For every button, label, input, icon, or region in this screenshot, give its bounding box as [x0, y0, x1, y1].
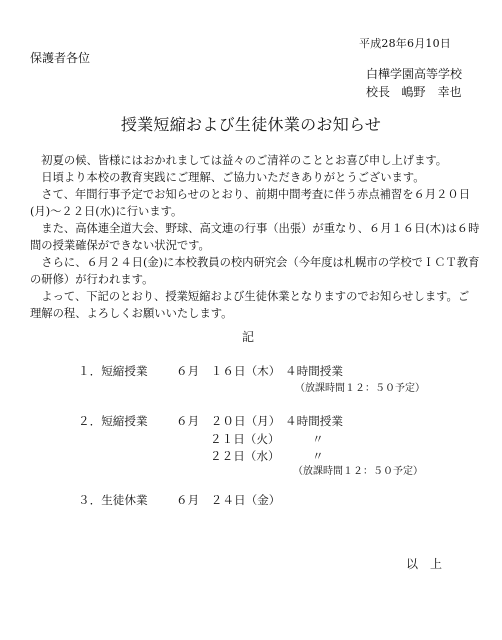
item2-content1: ４時間授業 — [285, 414, 343, 428]
item2-content3: 〃 — [312, 449, 324, 463]
item3-label: ３．生徒休業 — [78, 493, 148, 507]
body-paragraph: さらに、６月２４日(金)に本校教員の校内研究会（今年度は札幌市の学校でＩＣＴ教育の研修）が行われます。 — [30, 256, 480, 286]
item2-label: ２．短縮授業 — [78, 414, 148, 428]
principal-title: 校長 — [366, 85, 391, 99]
item1-content: ４時間授業 — [285, 364, 343, 378]
closing-mark: 以 上 — [406, 557, 443, 571]
principal — [366, 86, 461, 98]
item1-date: ６月 １６日（木） — [176, 364, 281, 378]
item1-note: （放課時間１２：５０予定） — [295, 383, 425, 394]
body-paragraph: また、高体連全道大会、野球、高文連の行事（出張）が重なり、６月１６日(木)は６時間の授業確保ができない状況です。 — [30, 222, 480, 252]
body-paragraph: よって、下記のとおり、授業短縮および生徒休業となりますのでお知らせします。ご理解の程、よろしくお願いいたします。 — [30, 290, 470, 320]
document-title: 授業短縮および生徒休業のお知らせ — [120, 115, 382, 134]
school-name: 白樺学園高等学校 — [366, 67, 463, 81]
body-paragraph: 初夏の候、皆様にはおかれましては益々のご清祥のこととお喜び申し上げます。 — [30, 154, 448, 167]
principal-name: 嶋野 幸也 — [401, 85, 462, 99]
item2-date3: ２２日（水） — [210, 449, 280, 463]
addressee: 保護者各位 — [30, 51, 91, 65]
body-paragraph: 日頃より本校の教育実践にご理解、ご協力いただきありがとうございます。 — [30, 171, 425, 184]
ki-heading: 記 — [242, 330, 255, 344]
body-paragraph: さて、年間行事予定でお知らせのとおり、前期中間考査に伴う赤点補習を６月２０日(月)～２２日(水)に行います。 — [30, 188, 471, 218]
item2-note: （放課時間１２：５０予定） — [293, 466, 423, 477]
item2-content2: 〃 — [312, 432, 324, 446]
item2-date1: ６月 ２０日（月） — [176, 414, 281, 428]
document-date: 平成28年6月10日 — [359, 37, 451, 50]
body-text — [30, 152, 480, 322]
item3-date: ６月 ２４日（金） — [176, 493, 281, 507]
item2-date2: ２１日（火） — [210, 432, 280, 446]
item1-label: １．短縮授業 — [78, 364, 148, 378]
